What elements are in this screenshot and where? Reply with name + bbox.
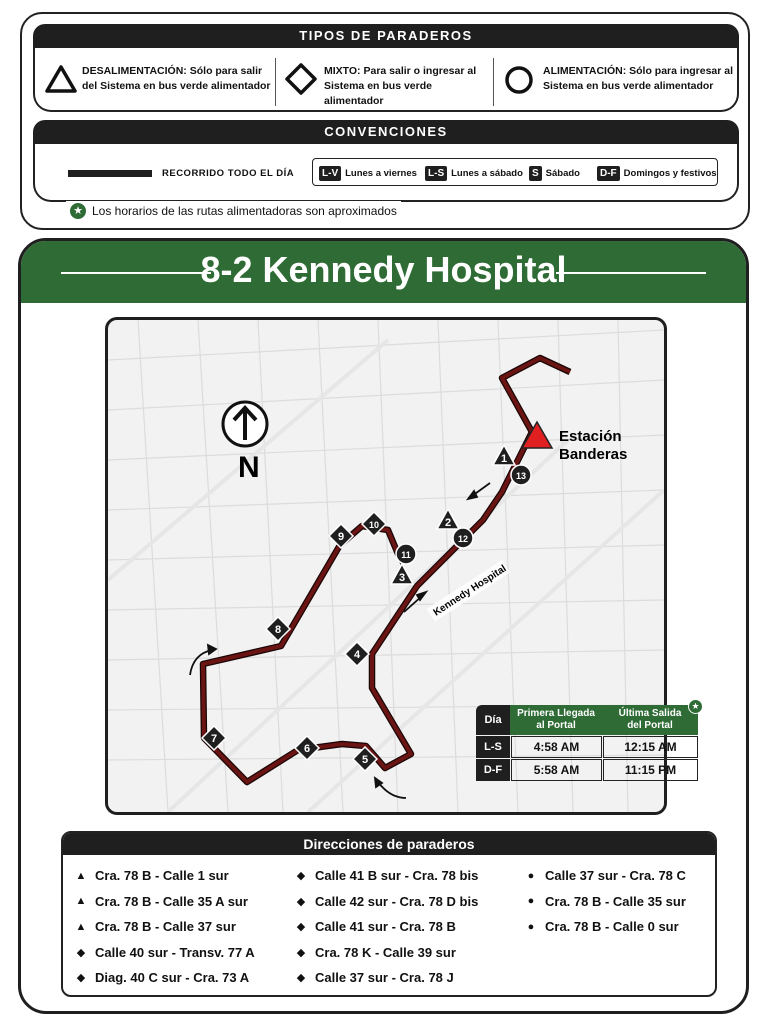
mixto-diamond-icon (284, 62, 318, 96)
route-card (18, 238, 749, 1014)
schedule-row-last: 12:15 AM (603, 736, 698, 758)
stop-item-4 (73, 940, 255, 966)
stop-item-2 (73, 889, 255, 915)
schedule-header-last-line1: Última Salida (618, 708, 682, 719)
stop-type-desalimentacion-icon: ▲ (75, 920, 87, 933)
station-label-2: Banderas (559, 446, 628, 463)
stop-item-text: Calle 41 B sur - Cra. 78 bis (315, 868, 479, 884)
stop-item-text: Calle 42 sur - Cra. 78 D bis (315, 893, 479, 909)
schedule-header-last (602, 705, 698, 735)
stop-item-13 (523, 914, 686, 940)
stop-item-3 (73, 914, 255, 940)
stop-type-alimentacion-icon: ● (527, 920, 535, 933)
day-code-ls (425, 166, 523, 181)
route-line-label: RECORRIDO TODO EL DÍA (162, 168, 295, 179)
type-alimentacion-name: ALIMENTACIÓN: (543, 65, 627, 77)
stop-type-mixto-icon: ◆ (296, 972, 306, 985)
stop-item-text: Diag. 40 C sur - Cra. 73 A (95, 970, 250, 986)
station-label-1: Estación (559, 428, 622, 445)
schedule-note-text: Los horarios de las rutas alimentadoras son aproximados (92, 204, 397, 218)
stop-column-3 (523, 863, 686, 940)
schedule-row-day: L-S (476, 736, 510, 758)
stop-item-1 (73, 863, 255, 889)
stop-marker-number: 10 (368, 520, 380, 530)
stop-types-title: TIPOS DE PARADEROS (33, 24, 739, 48)
stop-type-mixto-icon: ◆ (296, 946, 306, 959)
stop-type-mixto-icon: ◆ (76, 972, 86, 985)
day-code-s-badge: S (529, 166, 542, 181)
direction-arrow-icon (208, 645, 216, 654)
type-mixto-name: MIXTO: (324, 65, 361, 77)
type-desalimentacion-desc2: del Sistema en bus verde alimentador (82, 80, 271, 92)
stop-item-7 (293, 889, 478, 915)
conventions-title: CONVENCIONES (33, 120, 739, 144)
stop-marker-number: 5 (361, 754, 369, 766)
stop-marker-number: 4 (353, 649, 361, 661)
day-code-ls-badge: L-S (425, 166, 447, 181)
stop-type-mixto-icon: ◆ (76, 946, 86, 959)
stop-marker-number: 8 (274, 624, 282, 636)
stop-column-2 (293, 863, 478, 991)
route-title: 8-2 Kennedy Hospital (200, 249, 567, 290)
type-mixto-desc2: Sistema en bus verde alimentador (324, 80, 432, 107)
stop-column-1 (73, 863, 255, 991)
stop-item-text: Cra. 78 B - Calle 35 sur (545, 893, 686, 909)
route-header (21, 241, 746, 303)
type-alimentacion-desc2: Sistema en bus verde alimentador (543, 80, 714, 92)
schedule-note (66, 201, 401, 221)
stop-item-12 (523, 889, 686, 915)
direction-arrow-icon (468, 491, 477, 499)
stop-marker-number: 13 (515, 471, 527, 481)
divider (493, 58, 494, 106)
type-desalimentacion (82, 64, 272, 94)
schedule-header-day: Día (476, 705, 510, 735)
stop-item-10 (293, 965, 478, 991)
stop-item-6 (293, 863, 478, 889)
schedule-header-first-line1: Primera Llegada (517, 708, 595, 719)
day-code-lv (319, 166, 417, 181)
stop-type-alimentacion-icon: ● (527, 895, 535, 908)
type-alimentacion-desc1: Sólo para ingresar al (626, 65, 734, 77)
day-code-df (597, 166, 717, 181)
stop-item-11 (523, 863, 686, 889)
day-code-s (529, 166, 580, 181)
day-code-lv-badge: L-V (319, 166, 341, 181)
schedule-row-first: 4:58 AM (511, 736, 602, 758)
schedule-header-last-line2: del Portal (627, 720, 673, 731)
stop-type-mixto-icon: ◆ (296, 895, 306, 908)
alimentacion-circle-icon (503, 64, 535, 96)
day-code-df-label: Domingos y festivos (623, 168, 717, 179)
stop-marker-number: 7 (210, 733, 218, 745)
star-icon: ★ (688, 699, 703, 714)
stop-item-8 (293, 914, 478, 940)
stop-marker-number: 11 (401, 550, 411, 560)
direction-arrow-icon (417, 592, 426, 600)
desalimentacion-triangle-icon (44, 64, 78, 94)
stop-item-text: Cra. 78 B - Calle 35 A sur (95, 893, 248, 909)
stop-type-mixto-icon: ◆ (296, 870, 306, 883)
day-code-lv-label: Lunes a viernes (345, 168, 417, 179)
schedule-row-last: 11:15 PM (603, 759, 698, 781)
divider (275, 58, 276, 106)
day-code-ls-label: Lunes a sábado (451, 168, 523, 179)
stop-item-text: Cra. 78 K - Calle 39 sur (315, 944, 456, 960)
stop-item-5 (73, 965, 255, 991)
day-code-df-badge: D-F (597, 166, 620, 181)
stop-item-text: Calle 41 sur - Cra. 78 B (315, 919, 456, 935)
stop-item-text: Cra. 78 B - Calle 37 sur (95, 919, 236, 935)
schedule-row-first: 5:58 AM (511, 759, 602, 781)
stop-directions-title: Direcciones de paraderos (63, 833, 715, 855)
stop-marker-number: 12 (457, 534, 469, 544)
stop-item-9 (293, 940, 478, 966)
day-code-s-label: Sábado (545, 168, 580, 179)
schedule-header-first (510, 705, 602, 735)
route-line-sample (68, 170, 152, 177)
type-mixto (324, 64, 494, 109)
stop-marker-number: 3 (398, 572, 406, 584)
stop-item-text: Calle 37 sur - Cra. 78 C (545, 868, 686, 884)
type-alimentacion (543, 64, 733, 94)
stop-item-text: Calle 37 sur - Cra. 78 J (315, 970, 454, 986)
north-arrow-icon (223, 402, 267, 446)
stop-type-desalimentacion-icon: ▲ (75, 895, 87, 908)
day-codes-box (312, 158, 718, 186)
stop-item-text: Calle 40 sur - Transv. 77 A (95, 944, 255, 960)
street-label-text: Kennedy Hospital (431, 563, 509, 619)
stop-marker-number: 2 (444, 517, 452, 529)
schedule-table (476, 701, 700, 783)
schedule-row-day: D-F (476, 759, 510, 781)
stop-item-text: Cra. 78 B - Calle 0 sur (545, 919, 679, 935)
stop-type-alimentacion-icon: ● (527, 869, 535, 882)
stop-type-desalimentacion-icon: ▲ (75, 869, 87, 882)
type-desalimentacion-name: DESALIMENTACIÓN: (82, 65, 187, 77)
type-desalimentacion-desc1: Sólo para salir (186, 65, 263, 77)
stop-marker-number: 6 (303, 743, 311, 755)
stop-type-mixto-icon: ◆ (296, 921, 306, 934)
stop-marker-number: 9 (337, 531, 345, 543)
stop-item-text: Cra. 78 B - Calle 1 sur (95, 868, 229, 884)
stop-directions (61, 831, 717, 997)
star-icon: ★ (70, 203, 86, 219)
type-mixto-desc1: Para salir o ingresar al (360, 65, 477, 77)
street-label (427, 560, 511, 622)
schedule-header-first-line2: al Portal (536, 720, 576, 731)
north-label: N (238, 451, 260, 484)
stop-marker-number: 1 (500, 453, 508, 465)
